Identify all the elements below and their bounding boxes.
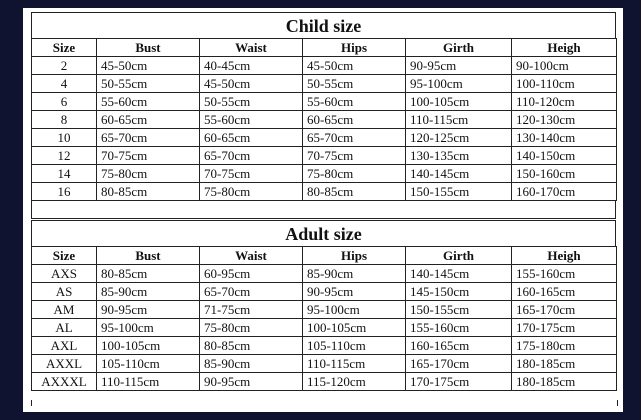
table-cell: 145-150cm <box>406 283 512 301</box>
table-cell: 55-60cm <box>97 93 200 111</box>
size-cell: AM <box>32 301 97 319</box>
size-cell: 16 <box>32 183 97 201</box>
table-cell: 140-145cm <box>406 265 512 283</box>
table-cell: 85-90cm <box>303 265 406 283</box>
table-cell: 90-100cm <box>512 57 617 75</box>
table-cell: 90-95cm <box>303 283 406 301</box>
table-cell: 100-105cm <box>303 319 406 337</box>
table-cell: 100-105cm <box>97 337 200 355</box>
column-header-girth: Girth <box>406 39 512 57</box>
table-row <box>32 319 617 337</box>
table-cell: 65-70cm <box>97 129 200 147</box>
table-cell: 105-110cm <box>97 355 200 373</box>
child-size-section <box>31 12 616 219</box>
table-cell: 65-70cm <box>200 147 303 165</box>
table-cell: 55-60cm <box>200 111 303 129</box>
table-row <box>32 165 617 183</box>
table-cell: 90-95cm <box>97 301 200 319</box>
table-cell: 120-125cm <box>406 129 512 147</box>
adult-size-title: Adult size <box>31 220 616 246</box>
bottom-rule <box>31 400 618 406</box>
table-cell: 95-100cm <box>303 301 406 319</box>
table-cell: 75-80cm <box>97 165 200 183</box>
table-cell: 110-115cm <box>303 355 406 373</box>
table-cell: 100-105cm <box>406 93 512 111</box>
table-cell: 85-90cm <box>200 355 303 373</box>
column-header-height: Heigh <box>512 39 617 57</box>
size-cell: 2 <box>32 57 97 75</box>
table-cell: 65-70cm <box>303 129 406 147</box>
table-cell: 75-80cm <box>303 165 406 183</box>
table-cell: 50-55cm <box>97 75 200 93</box>
table-cell: 60-65cm <box>303 111 406 129</box>
column-header-height: Heigh <box>512 247 617 265</box>
table-cell: 60-95cm <box>200 265 303 283</box>
column-header-girth: Girth <box>406 247 512 265</box>
table-cell: 90-95cm <box>200 373 303 391</box>
table-cell: 160-170cm <box>512 183 617 201</box>
table-cell: 60-65cm <box>97 111 200 129</box>
child-header-row <box>32 39 617 57</box>
table-cell: 100-110cm <box>512 75 617 93</box>
table-cell: 130-135cm <box>406 147 512 165</box>
size-cell: 10 <box>32 129 97 147</box>
child-table-body <box>32 57 617 201</box>
adult-size-section <box>31 220 616 391</box>
table-cell: 70-75cm <box>200 165 303 183</box>
table-cell: 40-45cm <box>200 57 303 75</box>
table-cell: 155-160cm <box>512 265 617 283</box>
table-cell: 180-185cm <box>512 373 617 391</box>
table-cell: 80-85cm <box>200 337 303 355</box>
table-cell: 170-175cm <box>406 373 512 391</box>
table-cell: 150-155cm <box>406 183 512 201</box>
size-cell: AS <box>32 283 97 301</box>
table-cell: 160-165cm <box>512 283 617 301</box>
size-cell: AXXL <box>32 355 97 373</box>
table-cell: 45-50cm <box>200 75 303 93</box>
table-cell: 180-185cm <box>512 355 617 373</box>
size-cell: AL <box>32 319 97 337</box>
table-row <box>32 183 617 201</box>
table-cell: 110-115cm <box>406 111 512 129</box>
table-row <box>32 265 617 283</box>
size-cell: 12 <box>32 147 97 165</box>
adult-table-body <box>32 265 617 391</box>
table-cell: 55-60cm <box>303 93 406 111</box>
size-cell: 6 <box>32 93 97 111</box>
table-cell: 70-75cm <box>303 147 406 165</box>
table-cell: 80-85cm <box>97 183 200 201</box>
table-cell: 80-85cm <box>303 183 406 201</box>
table-cell: 110-120cm <box>512 93 617 111</box>
column-header-size: Size <box>32 39 97 57</box>
table-cell: 90-95cm <box>406 57 512 75</box>
table-cell: 85-90cm <box>97 283 200 301</box>
table-cell: 140-150cm <box>512 147 617 165</box>
table-cell: 70-75cm <box>97 147 200 165</box>
table-cell: 140-145cm <box>406 165 512 183</box>
size-cell: AXXXL <box>32 373 97 391</box>
column-header-hips: Hips <box>303 39 406 57</box>
table-cell: 50-55cm <box>200 93 303 111</box>
table-row <box>32 355 617 373</box>
table-row <box>32 75 617 93</box>
size-cell: 8 <box>32 111 97 129</box>
table-cell: 110-115cm <box>97 373 200 391</box>
table-row <box>32 57 617 75</box>
table-cell: 165-170cm <box>406 355 512 373</box>
table-row <box>32 373 617 391</box>
child-table-spacer <box>31 201 616 219</box>
table-cell: 65-70cm <box>200 283 303 301</box>
size-chart-sheet <box>23 8 623 412</box>
column-header-bust: Bust <box>97 247 200 265</box>
table-cell: 155-160cm <box>406 319 512 337</box>
adult-size-table <box>31 246 617 391</box>
size-cell: AXL <box>32 337 97 355</box>
table-row <box>32 93 617 111</box>
table-cell: 150-160cm <box>512 165 617 183</box>
table-cell: 50-55cm <box>303 75 406 93</box>
table-cell: 60-65cm <box>200 129 303 147</box>
table-cell: 105-110cm <box>303 337 406 355</box>
table-cell: 75-80cm <box>200 183 303 201</box>
column-header-waist: Waist <box>200 39 303 57</box>
table-row <box>32 337 617 355</box>
table-cell: 115-120cm <box>303 373 406 391</box>
table-cell: 75-80cm <box>200 319 303 337</box>
table-row <box>32 301 617 319</box>
table-cell: 160-165cm <box>406 337 512 355</box>
table-cell: 175-180cm <box>512 337 617 355</box>
table-row <box>32 111 617 129</box>
child-size-title: Child size <box>31 12 616 38</box>
adult-header-row <box>32 247 617 265</box>
table-cell: 130-140cm <box>512 129 617 147</box>
table-cell: 45-50cm <box>97 57 200 75</box>
size-cell: 4 <box>32 75 97 93</box>
column-header-waist: Waist <box>200 247 303 265</box>
table-cell: 45-50cm <box>303 57 406 75</box>
size-cell: AXS <box>32 265 97 283</box>
table-cell: 165-170cm <box>512 301 617 319</box>
table-cell: 120-130cm <box>512 111 617 129</box>
table-cell: 150-155cm <box>406 301 512 319</box>
table-row <box>32 147 617 165</box>
table-row <box>32 129 617 147</box>
child-size-table <box>31 38 617 201</box>
column-header-hips: Hips <box>303 247 406 265</box>
column-header-bust: Bust <box>97 39 200 57</box>
table-cell: 95-100cm <box>406 75 512 93</box>
table-row <box>32 283 617 301</box>
table-cell: 170-175cm <box>512 319 617 337</box>
column-header-size: Size <box>32 247 97 265</box>
table-cell: 95-100cm <box>97 319 200 337</box>
table-cell: 71-75cm <box>200 301 303 319</box>
table-cell: 80-85cm <box>97 265 200 283</box>
size-cell: 14 <box>32 165 97 183</box>
